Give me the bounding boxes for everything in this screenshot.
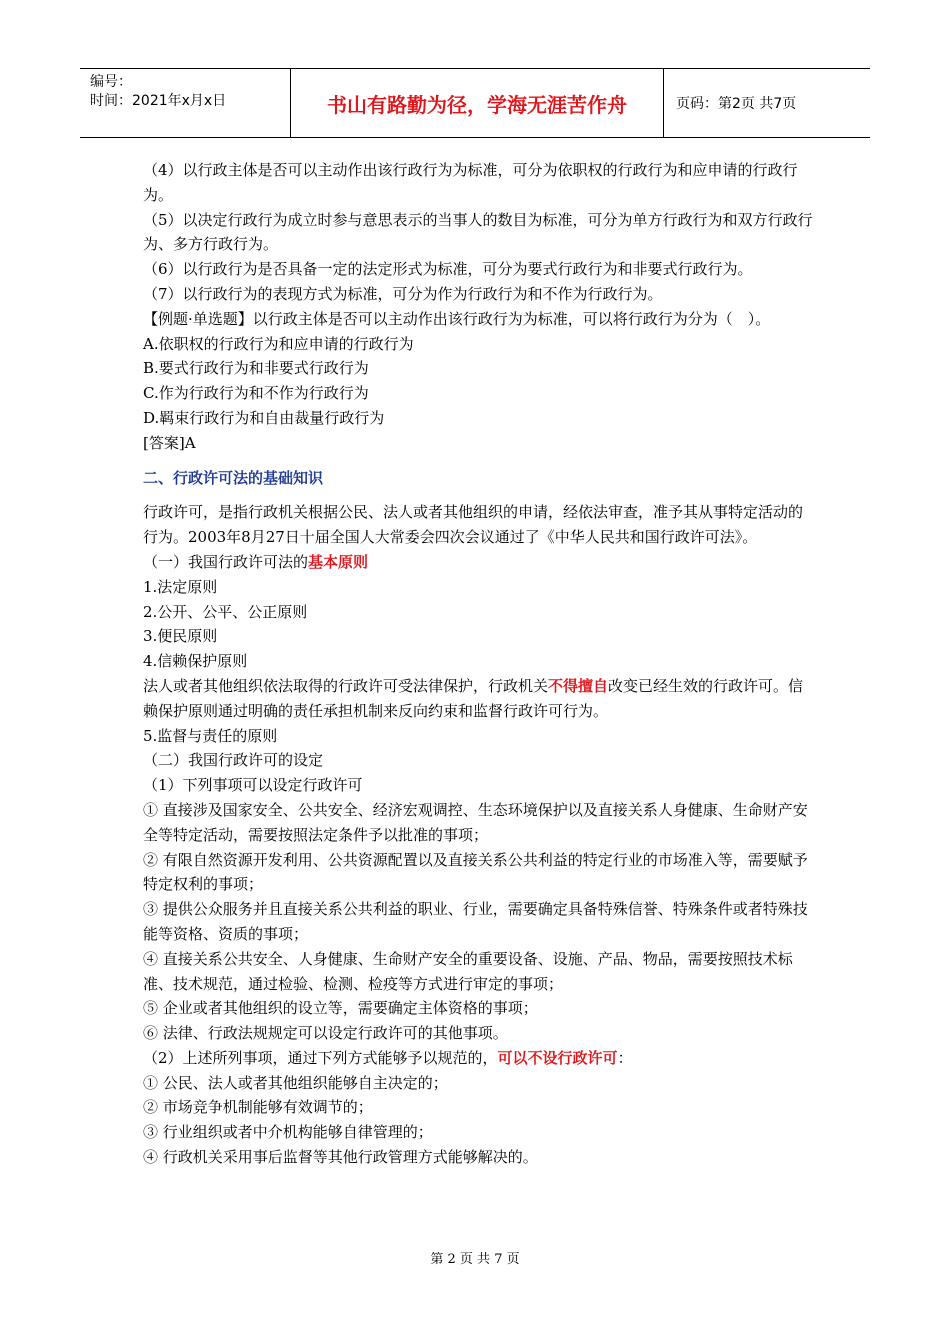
trust-text-post: 改变已经生效的行政许可。信赖保护原则通过明确的责任承担机制来反向约束和监督行政许可行为。 <box>143 676 804 720</box>
page-footer: 第 2 页 共 7 页 <box>430 1252 520 1267</box>
paragraph: （5）以决定行政行为成立时参与意思表示的当事人的数目为标准，可分为单方行政行为和双方行政行为、多方行政行为。 <box>143 210 813 254</box>
principle-item: 3.便民原则 <box>143 627 218 646</box>
list-heading-suffix: ： <box>617 1048 633 1067</box>
option-d: D.羁束行政行为和自由裁量行政行为 <box>143 408 385 427</box>
list-item: ③ 提供公众服务并且直接关系公共利益的职业、行业，需要确定具备特殊信誉、特殊条件或者特殊技能等资格、资质的事项； <box>143 900 808 943</box>
principle-item: 2.公开、公平、公正原则 <box>143 602 308 621</box>
subsection-title: （二）我国行政许可的设定 <box>143 751 324 770</box>
list-item: ③ 行业组织或者中介机构能够自律管理的； <box>143 1123 433 1142</box>
list-heading <box>143 1046 815 1071</box>
list-item: ② 有限自然资源开发利用、公共资源配置以及直接关系公共利益的特定行业的市场准入等，需要赋予特定权利的事项； <box>143 850 808 894</box>
answer: [答案]A <box>143 433 196 452</box>
subsection-title <box>143 550 815 575</box>
list-item: ① 直接涉及国家安全、公共安全、经济宏观调控、生态环境保护以及直接关系人身健康、生命财产安全等特定活动，需要按照法定条件予以批准的事项； <box>143 800 808 844</box>
principle-item: 5.监督与责任的原则 <box>143 726 278 745</box>
list-item: ⑥ 法律、行政法规规定可以设定行政许可的其他事项。 <box>143 1024 508 1043</box>
section-title: 二、行政许可法的基础知识 <box>143 468 324 487</box>
paragraph: （7）以行政行为的表现方式为标准，可分为作为行政行为和不作为行政行为。 <box>143 284 663 303</box>
option-b: B.要式行政行为和非要式行政行为 <box>143 359 369 378</box>
highlight-text: 可以不设行政许可 <box>497 1048 618 1067</box>
header-page-label: 页码：第2页 共7页 <box>676 96 797 112</box>
list-item: ④ 直接关系公共安全、人身健康、生命财产安全的重要设备、设施、产品、物品，需要按照技术标准、技术规范，通过检验、检测、检疫等方式进行审定的事项； <box>143 949 793 993</box>
option-a: A.依职权的行政行为和应申请的行政行为 <box>143 334 414 353</box>
option-c: C.作为行政行为和不作为行政行为 <box>143 384 369 403</box>
document-body <box>143 158 815 1170</box>
highlight-text: 不得擅自 <box>548 676 609 695</box>
page-header <box>80 68 870 138</box>
list-heading: （1）下列事项可以设定行政许可 <box>143 776 363 795</box>
trust-paragraph <box>143 674 815 724</box>
definition-paragraph: 行政许可，是指行政机关根据公民、法人或者其他组织的申请，经依法审查，准予其从事特定活动的行为。2003年8月27日十届全国人大常委会四次会议通过了《中华人民共和国行政许可法》。 <box>143 503 804 547</box>
list-heading-text: （2）上述所列事项，通过下列方式能够予以规范的， <box>143 1048 498 1067</box>
principle-item: 1.法定原则 <box>143 577 218 596</box>
list-item: ① 公民、法人或者其他组织能够自主决定的； <box>143 1073 448 1092</box>
list-item: ⑤ 企业或者其他组织的设立等，需要确定主体资格的事项； <box>143 999 538 1018</box>
subsection-text: （一）我国行政许可法的 <box>143 552 309 571</box>
header-info <box>80 69 291 137</box>
principle-item: 4.信赖保护原则 <box>143 652 248 671</box>
list-item: ④ 行政机关采用事后监督等其他行政管理方式能够解决的。 <box>143 1148 538 1167</box>
header-motto: 书山有路勤为径，学海无涯苦作舟 <box>291 69 664 137</box>
example-question: 【例题·单选题】以行政主体是否可以主动作出该行政行为为标准，可以将行政行为分为（ ）。 <box>143 309 771 328</box>
number-label: 编号： <box>90 74 132 90</box>
trust-text-pre: 法人或者其他组织依法取得的行政许可受法律保护，行政机关 <box>143 676 549 695</box>
paragraph: （6）以行政行为是否具备一定的法定形式为标准，可分为要式行政行为和非要式行政行为。 <box>143 260 753 279</box>
paragraph: （4）以行政主体是否可以主动作出该行政行为为标准，可分为依职权的行政行为和应申请的行政行为。 <box>143 161 798 204</box>
highlight-text: 基本原则 <box>308 552 369 571</box>
time-label: 时间：2021年x月x日 <box>90 93 227 109</box>
list-item: ② 市场竞争机制能够有效调节的； <box>143 1098 373 1117</box>
